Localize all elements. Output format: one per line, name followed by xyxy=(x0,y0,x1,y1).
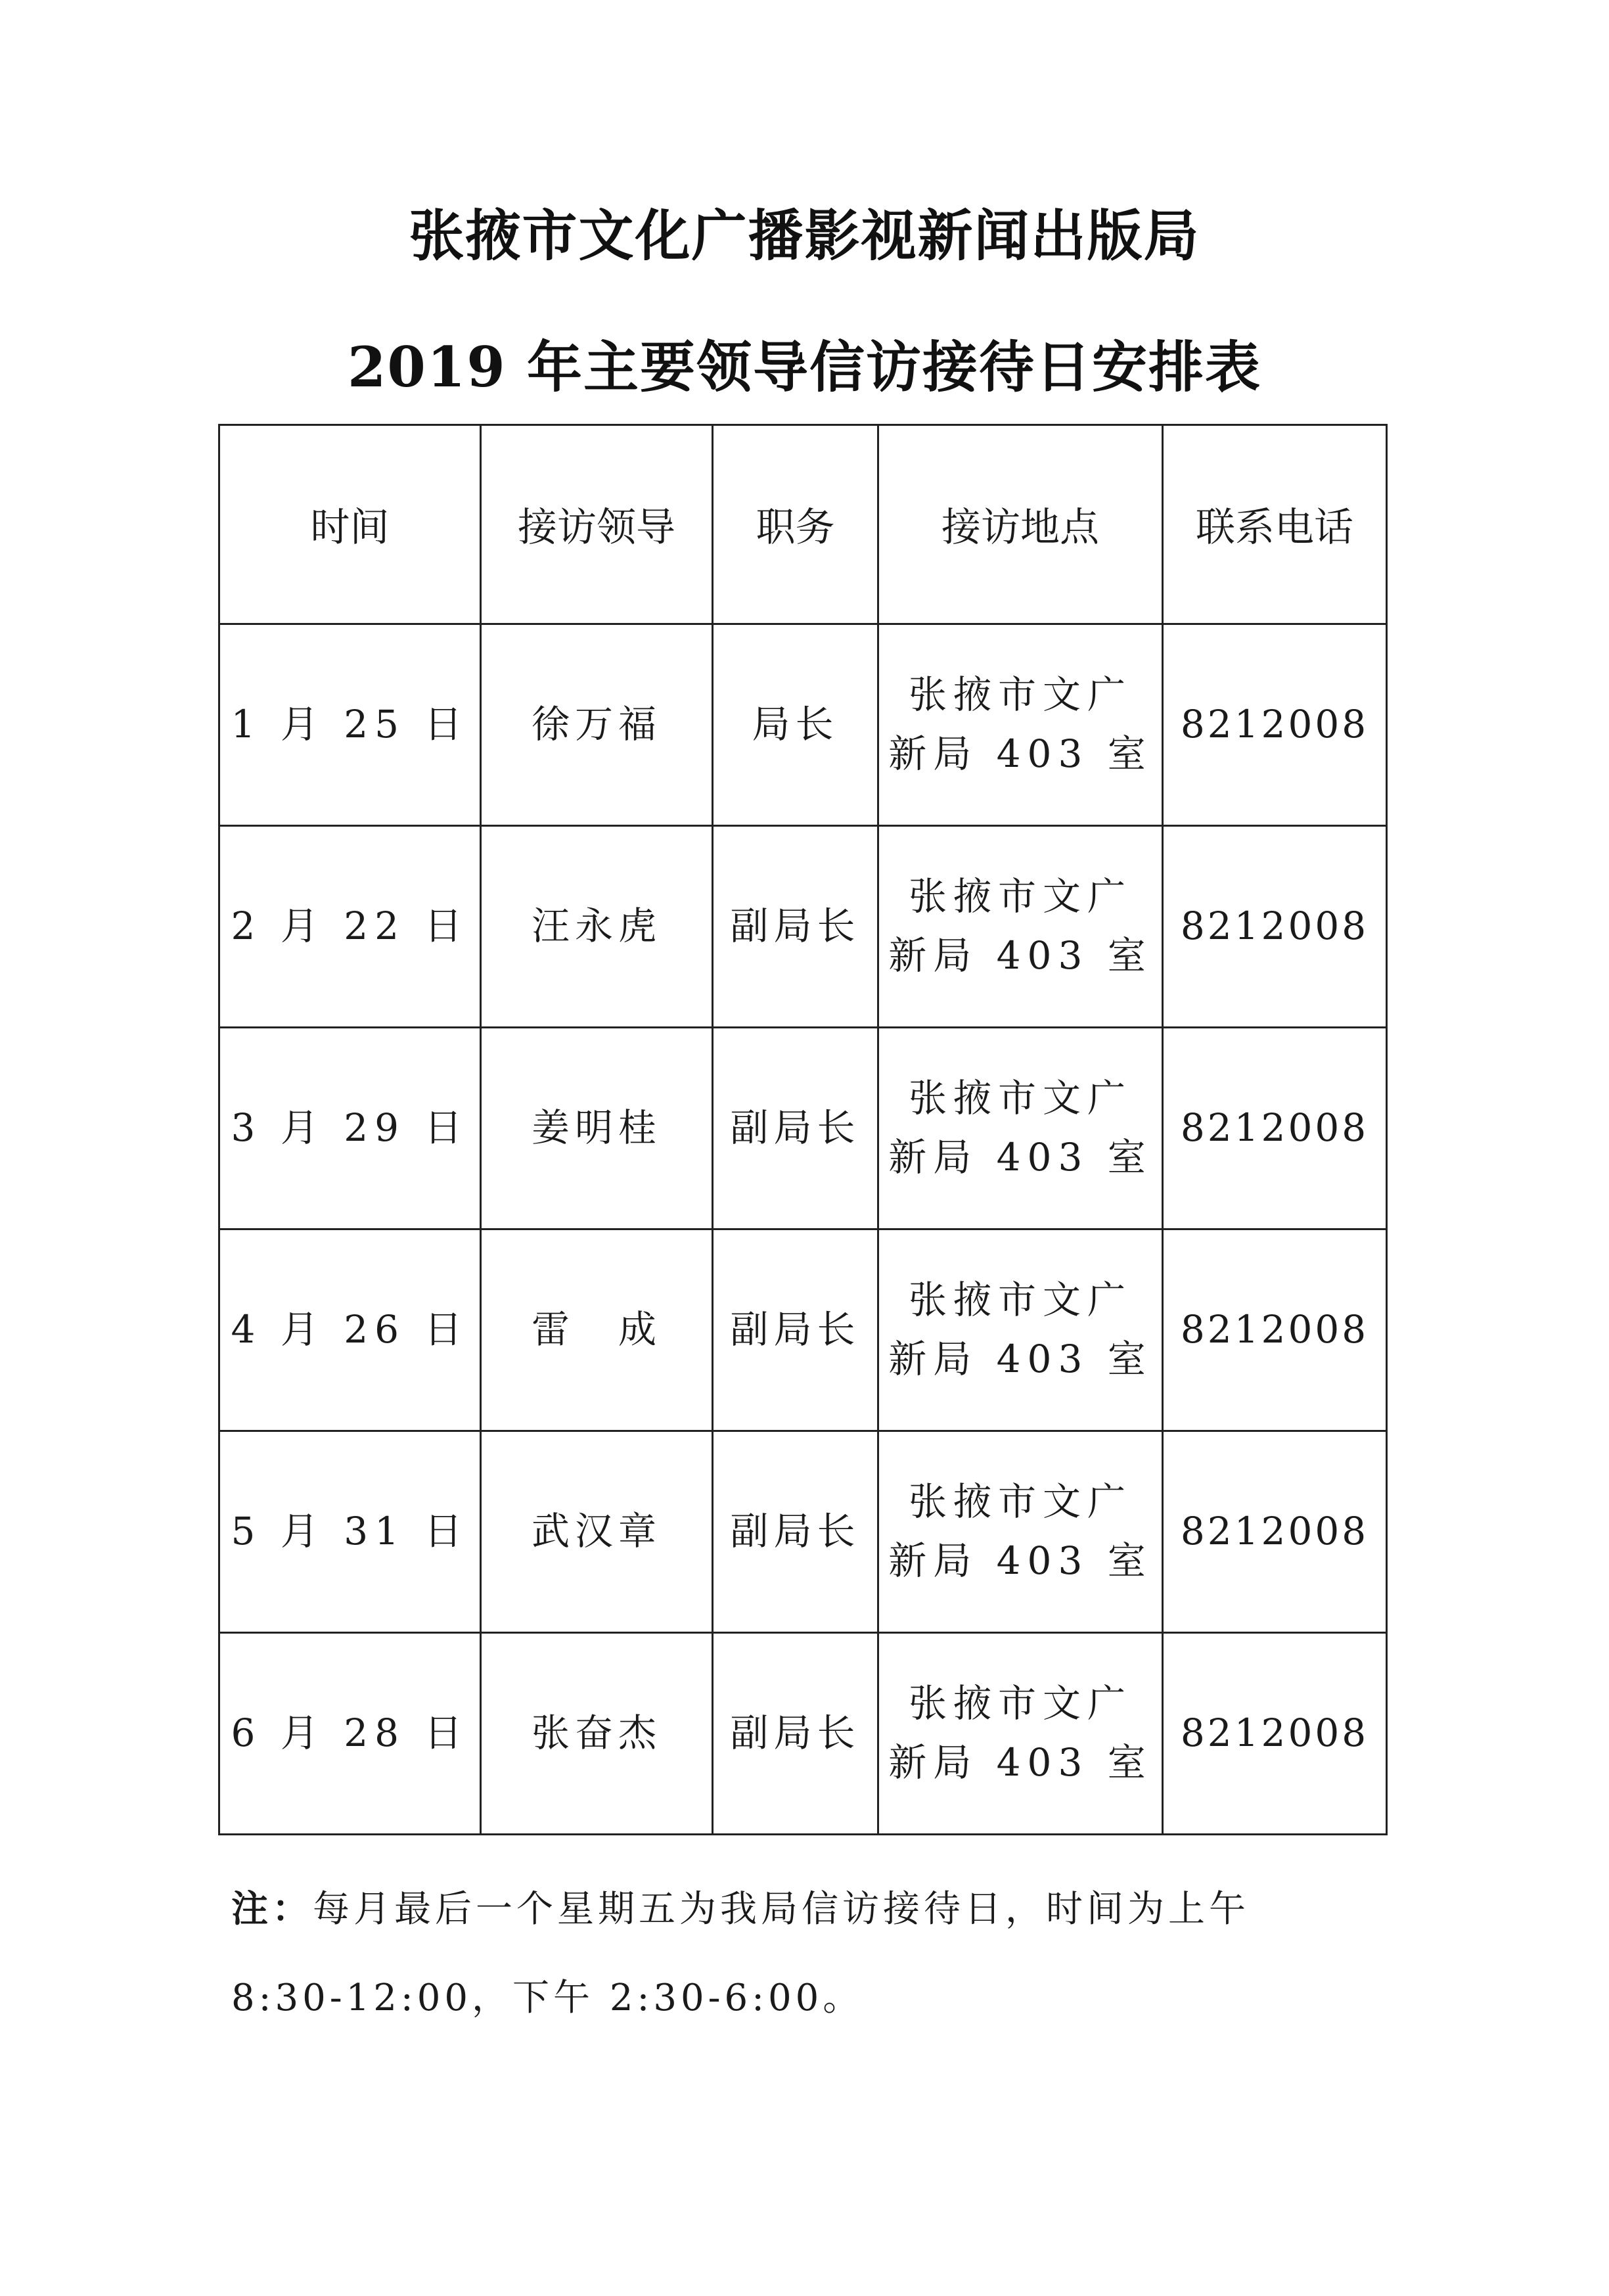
header-time: 时间 xyxy=(219,425,481,624)
document-title-line2: 2019 年主要领导信访接待日安排表 xyxy=(347,334,1262,400)
cell-position: 副局长 xyxy=(713,1028,878,1229)
table-row xyxy=(219,1229,1387,1431)
place-line1: 张掖市文广 xyxy=(908,672,1132,718)
cell-position: 副局长 xyxy=(713,1229,878,1431)
cell-leader: 雷 成 xyxy=(481,1229,713,1431)
place-line1: 张掖市文广 xyxy=(908,1076,1132,1121)
cell-position: 副局长 xyxy=(713,1633,878,1835)
header-phone: 联系电话 xyxy=(1163,425,1387,624)
document-title-line1: 张掖市文化广播影视新闻出版局 xyxy=(409,203,1200,268)
cell-leader: 张奋杰 xyxy=(481,1633,713,1835)
cell-place xyxy=(878,826,1163,1028)
table-row xyxy=(219,826,1387,1028)
cell-leader: 姜明桂 xyxy=(481,1028,713,1229)
place-line1: 张掖市文广 xyxy=(908,874,1132,919)
footnote xyxy=(231,1865,1388,2042)
header-position: 职务 xyxy=(713,425,878,624)
table-row xyxy=(219,1028,1387,1229)
cell-position: 副局长 xyxy=(713,826,878,1028)
place-line2: 新局 403 室 xyxy=(888,1740,1152,1785)
place-line2: 新局 403 室 xyxy=(888,1538,1152,1583)
cell-phone: 8212008 xyxy=(1163,1431,1387,1633)
note-label: 注： xyxy=(231,1887,313,1931)
cell-date: 4 月 26 日 xyxy=(219,1229,481,1431)
header-place: 接访地点 xyxy=(878,425,1163,624)
cell-phone: 8212008 xyxy=(1163,1633,1387,1835)
cell-date: 3 月 29 日 xyxy=(219,1028,481,1229)
table-row xyxy=(219,624,1387,826)
schedule-table xyxy=(218,424,1388,1835)
cell-place xyxy=(878,1229,1163,1431)
place-line1: 张掖市文广 xyxy=(908,1277,1132,1323)
cell-date: 5 月 31 日 xyxy=(219,1431,481,1633)
cell-phone: 8212008 xyxy=(1163,1229,1387,1431)
header-leader: 接访领导 xyxy=(481,425,713,624)
cell-leader: 徐万福 xyxy=(481,624,713,826)
cell-position: 副局长 xyxy=(713,1431,878,1633)
cell-position: 局长 xyxy=(713,624,878,826)
cell-place xyxy=(878,624,1163,826)
table-row xyxy=(219,1633,1387,1835)
cell-phone: 8212008 xyxy=(1163,826,1387,1028)
note-line2: 8:30-12:00，下午 2:30-6:00。 xyxy=(231,1977,864,2019)
place-line1: 张掖市文广 xyxy=(908,1681,1132,1726)
cell-phone: 8212008 xyxy=(1163,1028,1387,1229)
place-line2: 新局 403 室 xyxy=(888,1337,1152,1381)
place-line2: 新局 403 室 xyxy=(888,731,1152,776)
table-header-row xyxy=(219,425,1387,624)
cell-date: 6 月 28 日 xyxy=(219,1633,481,1835)
place-line2: 新局 403 室 xyxy=(888,1135,1152,1180)
cell-place xyxy=(878,1431,1163,1633)
cell-phone: 8212008 xyxy=(1163,624,1387,826)
note-line1: 每月最后一个星期五为我局信访接待日，时间为上午 xyxy=(313,1888,1250,1931)
table-row xyxy=(219,1431,1387,1633)
cell-place xyxy=(878,1028,1163,1229)
cell-leader: 汪永虎 xyxy=(481,826,713,1028)
cell-date: 1 月 25 日 xyxy=(219,624,481,826)
place-line2: 新局 403 室 xyxy=(888,933,1152,978)
cell-date: 2 月 22 日 xyxy=(219,826,481,1028)
cell-leader: 武汉章 xyxy=(481,1431,713,1633)
place-line1: 张掖市文广 xyxy=(908,1479,1132,1525)
cell-place xyxy=(878,1633,1163,1835)
